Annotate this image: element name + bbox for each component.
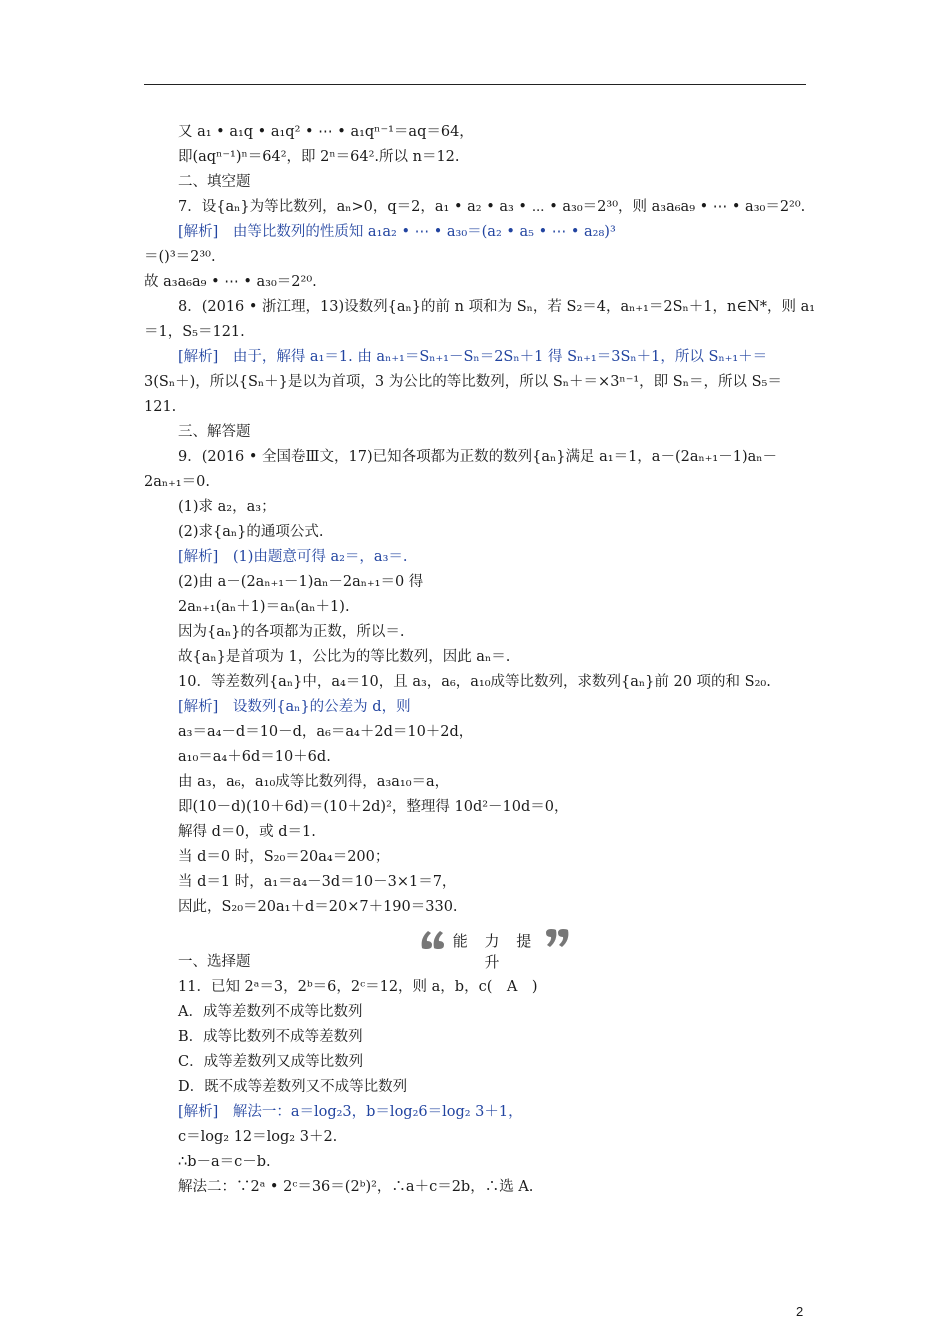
question-9-cont: 2aₙ₊₁＝0. [144, 474, 210, 490]
text-line: 解得 d＝0，或 d＝1. [178, 824, 316, 840]
question-9: 9．(2016 • 全国卷Ⅲ文，17)已知各项都为正数的数列{aₙ}满足 a₁＝1，a－(2aₙ₊₁－1)aₙ－ [178, 449, 778, 465]
page-number: 2 [796, 1304, 804, 1319]
option-d: D．既不成等差数列又不成等比数列 [178, 1079, 408, 1095]
ability-section-title: 能 力 提 升 [452, 932, 538, 971]
text-line: 因此，S₂₀＝20a₁＋d＝20×7＋190＝330. [178, 899, 458, 915]
left-quote-icon [420, 928, 446, 950]
analysis-7: [解析] 由等比数列的性质知 a₁a₂ • ⋯ • a₃₀＝(a₂ • a₅ • ⋯ • a₂₈)³ [178, 224, 616, 240]
option-b: B．成等比数列不成等差数列 [178, 1029, 363, 1045]
section-heading-choice: 一、选择题 [178, 954, 251, 970]
text-line: (2)由 a－(2aₙ₊₁－1)aₙ－2aₙ₊₁＝0 得 [178, 574, 424, 590]
question-8: 8．(2016 • 浙江理，13)设数列{aₙ}的前 n 项和为 Sₙ，若 S₂＝4，aₙ₊₁＝2Sₙ＋1，n∈N*，则 a₁ [178, 299, 816, 315]
question-11: 11．已知 2ᵃ＝3，2ᵇ＝6，2ᶜ＝12，则 a，b，c( A ) [178, 979, 538, 995]
analysis-8: [解析] 由于，解得 a₁＝1. 由 aₙ₊₁＝Sₙ₊₁－Sₙ＝2Sₙ＋1 得 Sₙ₊₁＝3Sₙ＋1，所以 Sₙ₊₁＋＝ [178, 349, 768, 365]
header-rule [144, 84, 806, 85]
text-line: 故 a₃a₆a₉ • ⋯ • a₃₀＝2²⁰. [144, 274, 317, 290]
text-line: a₁₀＝a₄＋6d＝10＋6d. [178, 749, 331, 765]
text-line: (1)求 a₂，a₃； [178, 499, 276, 515]
right-quote-icon [544, 928, 570, 950]
option-a: A．成等差数列不成等比数列 [178, 1004, 363, 1020]
text-line: 即(aqⁿ⁻¹)ⁿ＝64²，即 2ⁿ＝64².所以 n＝12. [178, 149, 460, 165]
option-c: C．成等差数列又成等比数列 [178, 1054, 364, 1070]
section-heading-answer: 三、解答题 [178, 424, 251, 440]
text-line: 当 d＝0 时，S₂₀＝20a₄＝200； [178, 849, 390, 865]
text-line: c＝log₂ 12＝log₂ 3＋2. [178, 1129, 338, 1145]
text-line: 3(Sₙ＋)，所以{Sₙ＋}是以为首项，3 为公比的等比数列，所以 Sₙ＋＝×3ⁿ⁻¹，即 Sₙ＝，所以 S₅＝ [144, 374, 782, 390]
text-line: ＝()³＝2³⁰. [144, 249, 216, 265]
text-line: 因为{aₙ}的各项都为正数，所以＝. [178, 624, 405, 640]
text-line: 故{aₙ}是首项为 1，公比为的等比数列，因此 aₙ＝. [178, 649, 511, 665]
text-line: (2)求{aₙ}的通项公式. [178, 524, 324, 540]
question-8-cont: ＝1，S₅＝121. [144, 324, 245, 340]
question-7: 7．设{aₙ}为等比数列，aₙ>0，q＝2，a₁ • a₂ • a₃ • ⋯ • a₃₀＝2³⁰，则 a₃a₆a₉ • ⋯ • a₃₀＝2²⁰. [178, 199, 806, 215]
analysis-9: [解析] (1)由题意可得 a₂＝，a₃＝. [178, 549, 408, 565]
text-line: 解法二：∵2ᵃ • 2ᶜ＝36＝(2ᵇ)²，∴a＋c＝2b，∴选 A. [178, 1179, 534, 1195]
ability-section-divider [420, 926, 570, 971]
section-heading-fill-in: 二、填空题 [178, 174, 251, 190]
text-line: 当 d＝1 时，a₁＝a₄－3d＝10－3×1＝7， [178, 874, 457, 890]
text-line: 由 a₃，a₆，a₁₀成等比数列得，a₃a₁₀＝a， [178, 774, 450, 790]
text-line: ∴b－a＝c－b. [178, 1154, 271, 1170]
analysis-11: [解析] 解法一：a＝log₂3，b＝log₂6＝log₂ 3＋1， [178, 1104, 523, 1120]
text-line: 2aₙ₊₁(aₙ＋1)＝aₙ(aₙ＋1). [178, 599, 350, 615]
analysis-10: [解析] 设数列{aₙ}的公差为 d，则 [178, 699, 411, 715]
text-line: 121. [144, 399, 177, 415]
text-line: a₃＝a₄－d＝10－d，a₆＝a₄＋2d＝10＋2d， [178, 724, 474, 740]
text-line: 又 a₁ • a₁q • a₁q² • ⋯ • a₁qⁿ⁻¹＝aq＝64， [178, 124, 474, 140]
question-10: 10．等差数列{aₙ}中，a₄＝10，且 a₃，a₆，a₁₀成等比数列，求数列{aₙ}前 20 项的和 S₂₀. [178, 674, 771, 690]
text-line: 即(10－d)(10＋6d)＝(10＋2d)²，整理得 10d²－10d＝0， [178, 799, 569, 815]
